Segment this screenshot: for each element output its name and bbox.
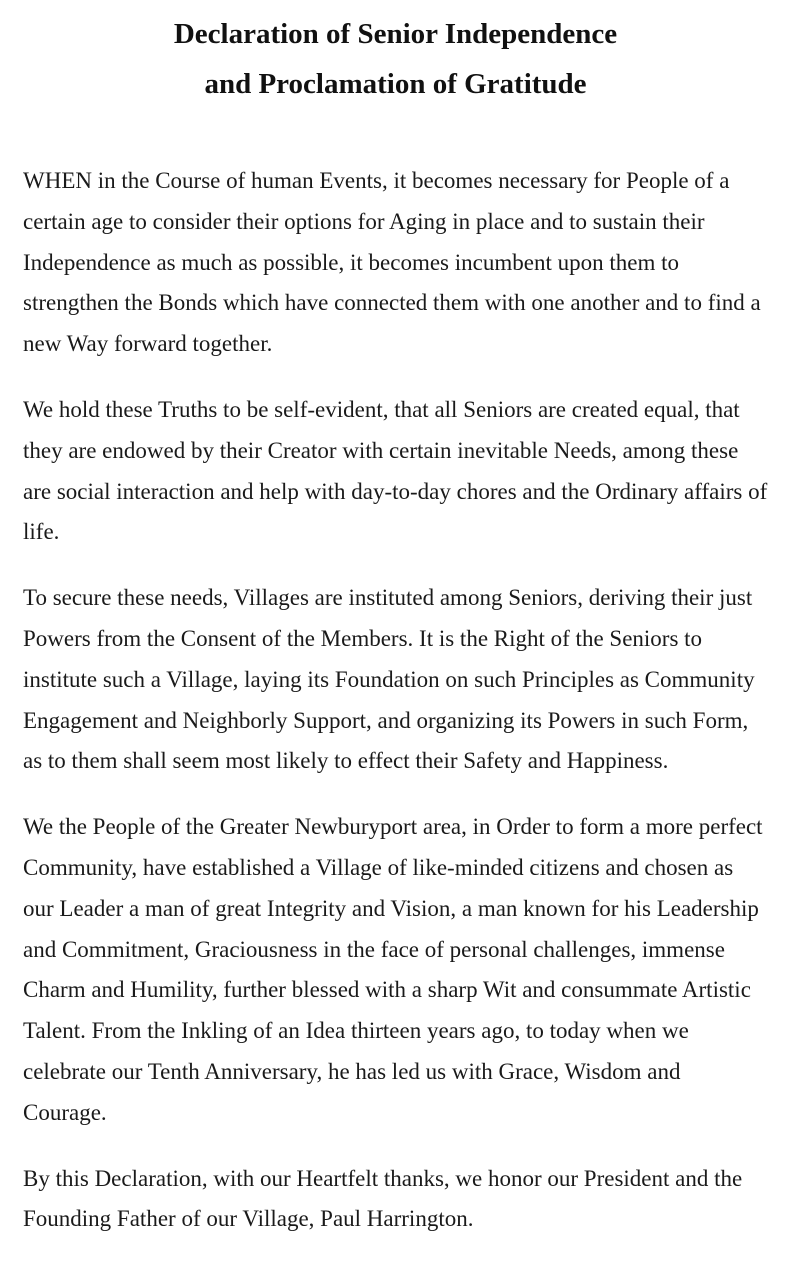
title-line-1: Declaration of Senior Independence [173, 18, 618, 50]
page-title [23, 0, 768, 109]
paragraph-truths: We hold these Truths to be self-evident, that all Seniors are created equal, that they are endowed by their Creator with certain inevitable Needs, among these are social interaction and help with day-to-day chores and the Ordinary affairs of life. [23, 396, 768, 545]
paragraph-villages: To secure these needs, Villages are instituted among Seniors, deriving their just Powers from the Consent of the Members. It is the Right of the Seniors to institute such a Village, laying its Foundation on such Principles as Community Engagement and Neighborly Support, and organizing its Powers in such Form, as to them shall seem most likely to effect their Safety and Happiness. [23, 585, 755, 774]
title-line-2: and Proclamation of Gratitude [204, 68, 587, 100]
paragraph-people: We the People of the Greater Newburyport area, in Order to form a more perfect Community, have established a Village of like-minded citizens and chosen as our Leader a man of great Integrity and Vision, a man known for his Leadership and Commitment, Graciousness in the face of personal challenges, immense Charm and Humility, further blessed with a sharp Wit and consummate Artistic Talent. From the Inkling of an Idea thirteen years ago, to today when we celebrate our Tenth Anniversary, he has led us with Grace, Wisdom and Courage. [23, 814, 763, 1125]
paragraph-preamble: WHEN in the Course of human Events, it becomes necessary for People of a certain age to consider their options for Aging in place and to sustain their Independence as much as possible, it becomes incumbent upon them to strengthen the Bonds which have connected them with one another and to find a new Way forward together. [23, 168, 761, 357]
declaration-body [23, 161, 768, 1240]
paragraph-dedication: By this Declaration, with our Heartfelt thanks, we honor our President and the Founding Father of our Village, Paul Harrington. [23, 1165, 743, 1232]
